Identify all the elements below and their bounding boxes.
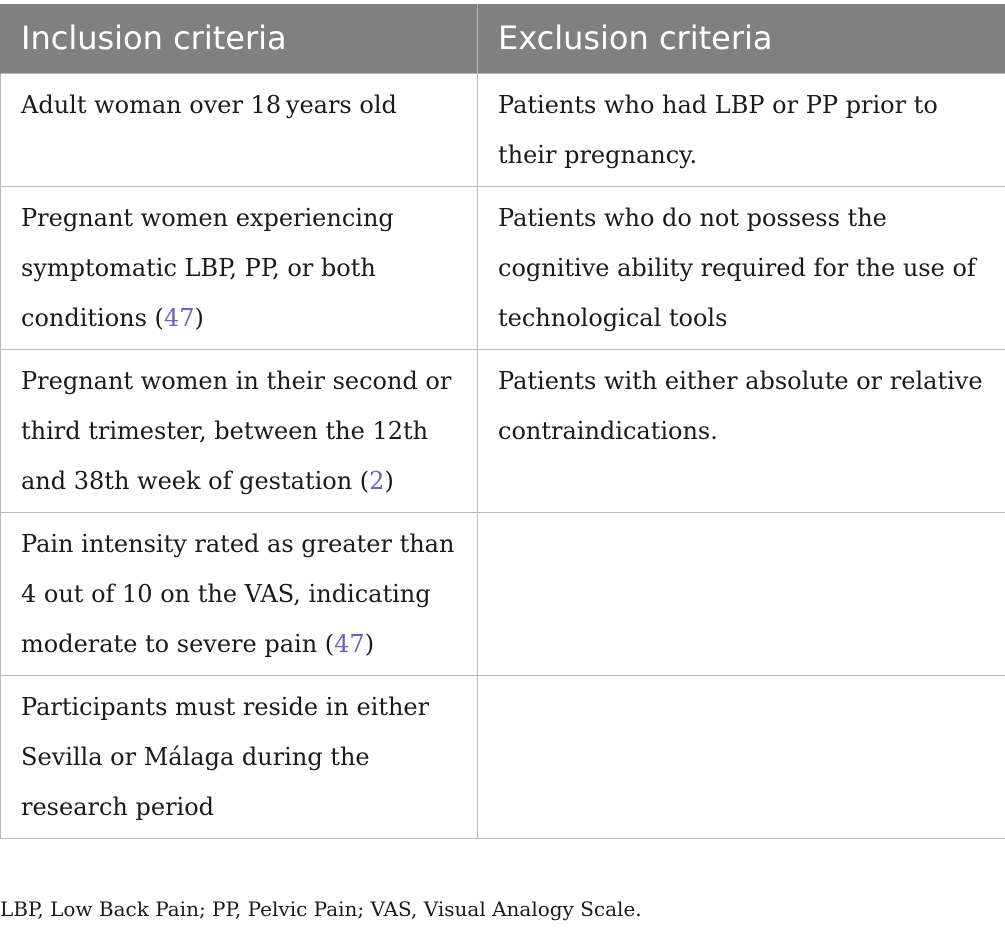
inclusion-cell [1,675,478,838]
cell-text: Pregnant women in their second or third trimester, between the 12th and 38th week of gestation ( [21,366,452,495]
table-row [1,349,1005,512]
table-row [1,512,1005,675]
cell-text-suffix: ) [194,303,204,332]
cell-text: Patients who do not possess the cognitive ability required for the use of technological tools [498,203,976,332]
header-inclusion: Inclusion criteria [1,4,478,73]
table-footnote: LBP, Low Back Pain; PP, Pelvic Pain; VAS, Visual Analogy Scale. [0,897,642,921]
table-row [1,73,1005,186]
exclusion-cell [478,73,1005,186]
reference-link[interactable]: 47 [334,629,365,658]
inclusion-cell [1,512,478,675]
cell-text-suffix: ) [364,629,375,658]
exclusion-cell [478,186,1005,349]
exclusion-cell [478,512,1005,675]
exclusion-cell [478,349,1005,512]
exclusion-cell [478,675,1005,838]
cell-text-suffix: ) [384,466,394,495]
cell-text: Adult woman over 18 years old [21,90,397,119]
reference-link[interactable]: 47 [163,303,195,332]
header-row [1,4,1005,73]
table-row [1,675,1005,838]
cell-text: Patients with either absolute or relative contraindications. [498,366,983,445]
inclusion-cell [1,349,478,512]
cell-text: Pain intensity rated as greater than 4 out of 10 on the VAS, indicating moderate to severe pain ( [21,529,455,658]
cell-text: Participants must reside in either Sevilla or Málaga during the research period [21,692,430,821]
cell-text: Patients who had LBP or PP prior to their pregnancy. [498,90,938,169]
cell-text: Pregnant women experiencing symptomatic LBP, PP, or both conditions ( [21,203,394,332]
inclusion-cell [1,186,478,349]
table-row [1,186,1005,349]
inclusion-cell [1,73,478,186]
reference-link[interactable]: 2 [369,466,385,495]
criteria-table [0,4,1005,839]
header-exclusion: Exclusion criteria [478,4,1005,73]
